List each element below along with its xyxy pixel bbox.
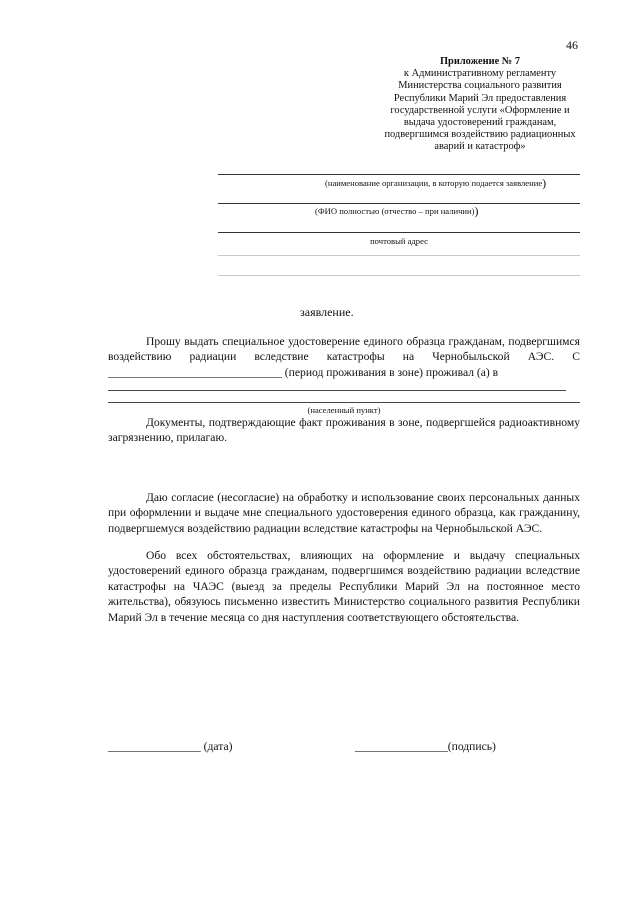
appendix-line: государственной услуги «Оформление и bbox=[390, 104, 570, 116]
consent-paragraph: Даю согласие (несогласие) на обработку и использование своих персональных данных при оформлении и выдаче мне специального удостоверения единого образца, как гражданину, подвергшемуся воздействию радиации вследствие катастрофы на Чернобыльской АЭС. bbox=[108, 491, 580, 535]
request-paragraph: Прошу выдать специальное удостоверение единого образца гражданам, подвергшимся воздействию радиации вследствие катастрофы на Чернобыльской АЭС. С ______________________________ (период проживания в зоне) проживал (а) в bbox=[108, 335, 580, 379]
organization-line[interactable] bbox=[218, 174, 580, 175]
fio-line[interactable] bbox=[218, 203, 580, 204]
appendix-title: Приложение № 7 bbox=[439, 56, 521, 67]
appendix-line: выдача удостоверений гражданам, bbox=[403, 117, 557, 129]
address-line-3[interactable] bbox=[218, 275, 580, 276]
place-line-2[interactable] bbox=[108, 402, 580, 403]
appendix-header bbox=[330, 56, 630, 154]
signature-field[interactable]: ________________(подпись) bbox=[355, 740, 496, 753]
organization-caption: (наименование организации, в которую подается заявление) bbox=[325, 176, 547, 190]
appendix-line: к Административному регламенту bbox=[403, 68, 557, 80]
appendix-line: Министерства социального развития bbox=[398, 80, 562, 92]
document-heading: заявление. bbox=[300, 305, 354, 319]
obligation-paragraph: Обо всех обстоятельствах, влияющих на оформление и выдачу специальных удостоверений единого образца гражданам, подвергшимся воздействию радиации вследствие катастрофы на ЧАЭС (выезд за пределы Республики Марий Эл на постоянное место жительства), обязуюсь письменно известить Министерство социального развития Республики Марий Эл в течение месяца со дня наступления соответствующего обстоятельства. bbox=[108, 549, 580, 624]
address-caption: почтовый адрес bbox=[370, 236, 428, 246]
fio-caption: (ФИО полностью (отчество – при наличии)) bbox=[315, 204, 479, 218]
page-number: 46 bbox=[566, 38, 578, 52]
place-caption: (населенный пункт) bbox=[307, 405, 381, 415]
address-line-2[interactable] bbox=[218, 255, 580, 256]
date-field[interactable]: ________________ (дата) bbox=[108, 740, 233, 753]
appendix-line: подвергшимся воздействию радиационных bbox=[384, 129, 576, 141]
documents-paragraph: Документы, подтверждающие факт проживания в зоне, подвергшейся радиоактивному загрязнению, прилагаю. bbox=[108, 416, 580, 445]
place-line[interactable] bbox=[108, 390, 566, 391]
appendix-line: Республики Марий Эл предоставления bbox=[393, 92, 567, 104]
address-line[interactable] bbox=[218, 232, 580, 233]
appendix-line: аварий и катастроф» bbox=[434, 141, 526, 153]
